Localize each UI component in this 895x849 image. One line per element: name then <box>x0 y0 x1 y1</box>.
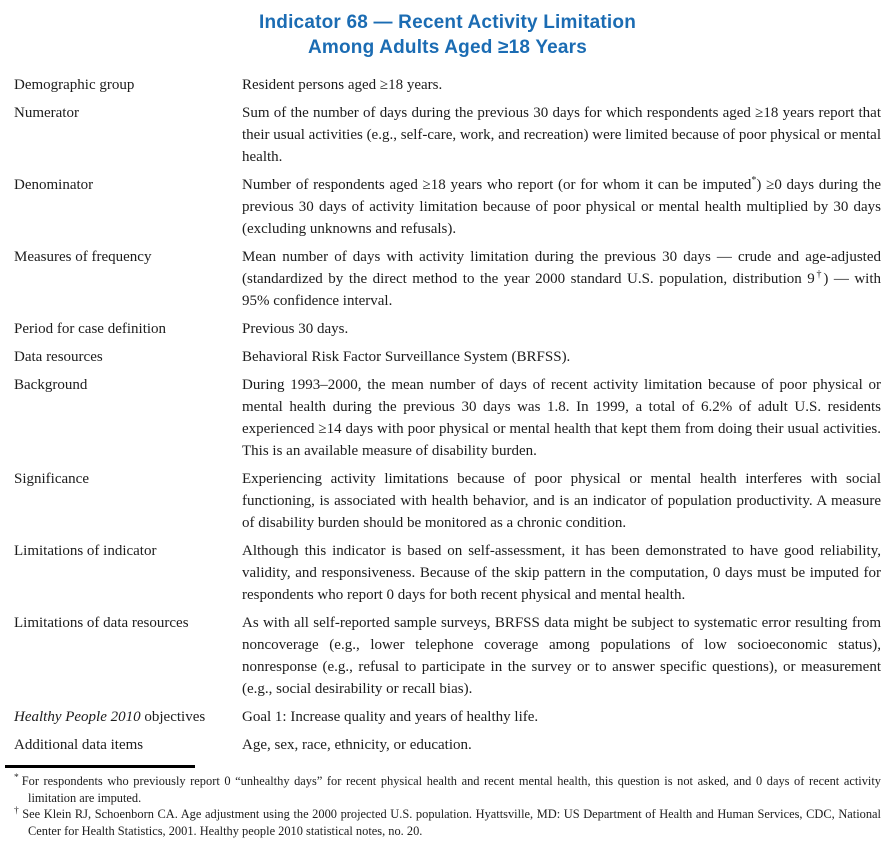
measures-text-end: ) — with 95% confidence interval. <box>242 271 881 309</box>
row-significance <box>14 468 881 534</box>
row-numerator <box>14 102 881 168</box>
label-period-for-case-definition: Period for case definition <box>14 321 167 337</box>
label-healthy-people-2010-objectives <box>14 706 242 728</box>
row-limitations-of-indicator <box>14 540 881 606</box>
value-background: During 1993–2000, the mean number of days of recent activity limitation because of poor physical or mental health during the previous 30 days was 1.8. In 1999, a total of 6.2% of adult U.S. residents experienced ≥14 days with poor physical or mental health that kept them from doing their usual activities. This is an available measure of disability burden. <box>242 377 881 459</box>
page-title-line2: Among Adults Aged ≥18 Years <box>307 37 588 58</box>
measures-text-start: Mean number of days with activity limitation during the previous 30 days — crude and age-adjusted (standardized by the direct method to the year 2000 standard U.S. population, distribution 9 <box>242 249 881 287</box>
row-period-for-case-definition <box>14 318 881 340</box>
row-background <box>14 374 881 462</box>
row-healthy-people-2010-objectives <box>14 706 881 728</box>
label-data-resources: Data resources <box>14 349 103 365</box>
label-healthy-people-italic: Healthy People 2010 <box>14 709 141 725</box>
label-background: Background <box>14 377 88 393</box>
footnote-ref-dagger: † <box>814 269 824 280</box>
value-limitations-of-indicator: Although this indicator is based on self-assessment, it has been demonstrated to have good reliability, validity, and responsiveness. Because of the skip pattern in the computation, 0 days must be imputed for respondents who report 0 days for both recent physical and mental health. <box>242 543 881 603</box>
label-objectives-rest: objectives <box>140 709 206 725</box>
page-title <box>14 10 881 60</box>
label-numerator: Numerator <box>14 105 79 121</box>
row-denominator <box>14 174 881 240</box>
page-title-line1: Indicator 68 — Recent Activity Limitation <box>258 12 636 33</box>
footnote-ref-asterisk: * <box>751 175 757 186</box>
footnotes-section <box>14 773 881 839</box>
label-limitations-of-data-resources: Limitations of data resources <box>14 615 189 631</box>
value-significance: Experiencing activity limitations because of poor physical or mental health interferes with social functioning, is associated with health behavior, and is an indicator of population productivity. A measure of disability burden should be monitored as a chronic condition. <box>242 471 881 531</box>
footnote-dagger-text: See Klein RJ, Schoenborn CA. Age adjustment using the 2000 projected U.S. population. Hyattsville, MD: US Department of Health and Human Services, CDC, National Center for Health Statistics, 2001. Healthy people 2010 statistical notes, no. 20. <box>22 807 881 838</box>
label-additional-data-items: Additional data items <box>14 737 144 753</box>
value-period-for-case-definition: Previous 30 days. <box>242 321 349 337</box>
footnote-asterisk-text: For respondents who previously report 0 “unhealthy days” for recent physical health and recent mental health, this question is not asked, and 0 days of recent activity limitation are imputed. <box>21 774 881 805</box>
row-additional-data-items <box>14 734 881 756</box>
footnote-dagger <box>14 806 881 839</box>
definition-list <box>14 74 881 756</box>
row-measures-of-frequency <box>14 246 881 312</box>
footnote-asterisk-marker: * <box>14 772 19 783</box>
value-data-resources: Behavioral Risk Factor Surveillance System (BRFSS). <box>242 349 571 365</box>
footnote-asterisk <box>14 773 881 806</box>
footnote-divider <box>5 765 195 768</box>
denominator-text-start: Number of respondents aged ≥18 years who report (or for whom it can be imputed <box>242 177 752 193</box>
label-demographic-group: Demographic group <box>14 77 135 93</box>
value-limitations-of-data-resources: As with all self-reported sample surveys, BRFSS data might be subject to systematic error resulting from noncoverage (e.g., lower telephone coverage among populations of low socioeconomic status), nonresponse (e.g., refusal to participate in the survey or to answer specific questions), or measurement (e.g., social desirability or recall bias). <box>242 615 881 697</box>
value-measures-of-frequency <box>242 246 881 312</box>
row-demographic-group <box>14 74 881 96</box>
row-data-resources <box>14 346 881 368</box>
value-demographic-group: Resident persons aged ≥18 years. <box>242 77 443 93</box>
value-numerator: Sum of the number of days during the previous 30 days for which respondents aged ≥18 years report that their usual activities (e.g., self-care, work, and recreation) were limited because of poor physical or mental health. <box>242 105 881 165</box>
value-additional-data-items: Age, sex, race, ethnicity, or education. <box>242 737 472 753</box>
label-limitations-of-indicator: Limitations of indicator <box>14 543 157 559</box>
footnote-dagger-marker: † <box>14 805 20 816</box>
denominator-text-end: ) ≥0 days during the previous 30 days of activity limitation because of poor physical or mental health multiplied by 30 days (excluding unknowns and refusals). <box>242 177 882 237</box>
label-significance: Significance <box>14 471 89 487</box>
label-measures-of-frequency: Measures of frequency <box>14 249 152 265</box>
value-healthy-people-2010-objectives: Goal 1: Increase quality and years of healthy life. <box>242 709 539 725</box>
label-denominator: Denominator <box>14 177 94 193</box>
row-limitations-of-data-resources <box>14 612 881 700</box>
value-denominator <box>242 174 881 240</box>
